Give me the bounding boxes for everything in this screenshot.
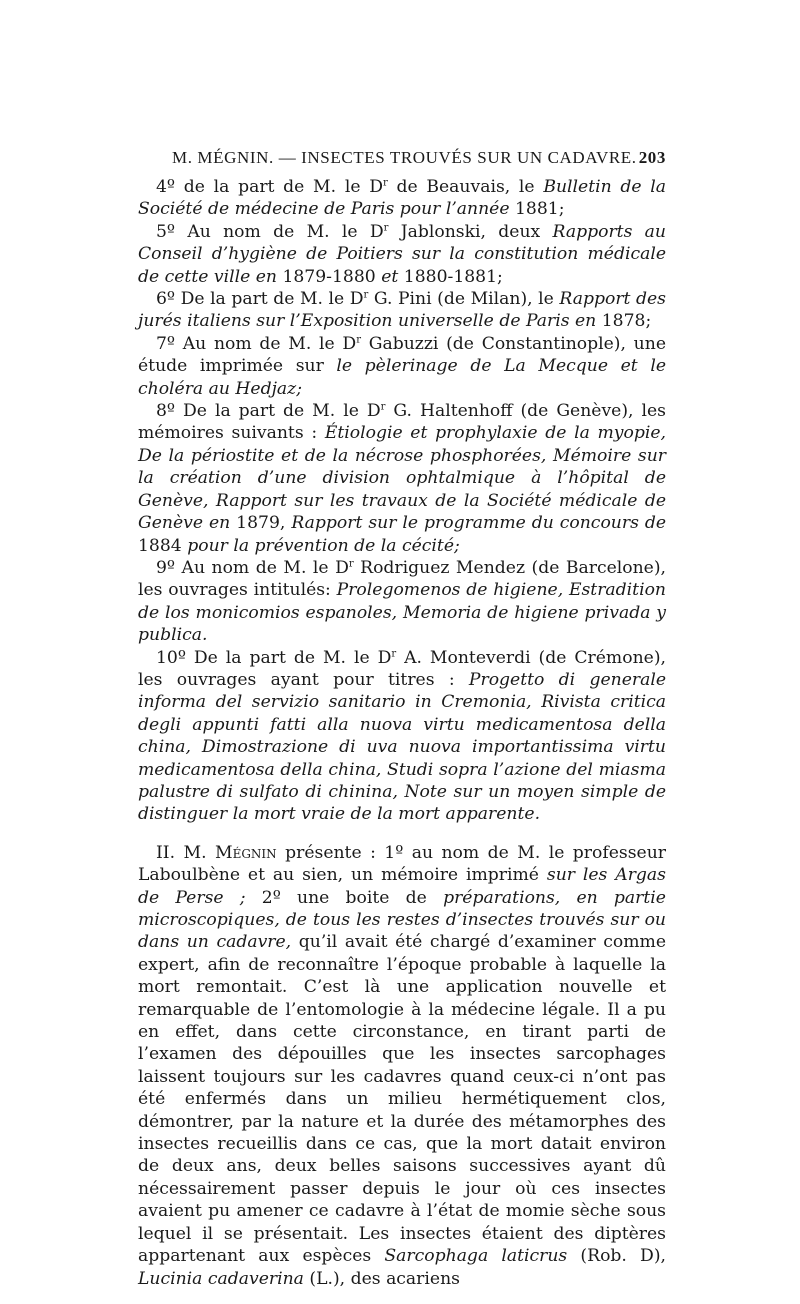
- document-page: [138, 148, 666, 1290]
- list-item: 4º de la part de M. le $D^r$ de Beauvais, le Bulletin de la Société de médecine de Paris pour l’année 1881;: [138, 177, 667, 220]
- list-item: 5º Au nom de M. le $D^r$ Jablonski, deux Rapports au Conseil d’hygiène de Poitiers sur la constitution médicale de cette ville en 1879-1880 et 1880-1881;: [138, 221, 666, 287]
- list-item: 7º Au nom de M. le $D^r$ Gabuzzi (de Constantinople), une étude imprimée sur le pèlerinage de La Mecque et le choléra au Hedjaz;: [138, 333, 666, 399]
- list-item: 9º Au nom de M. le $D^r$ Rodriguez Mendez (de Barcelone), les ouvrages intitulés: Prolegomenos de higiene, Estradition de los monicomios espanoles, Memoria de higiene privada y publica.: [138, 557, 667, 646]
- list-item: 8º De la part de M. le $D^r$ G. Haltenhoff (de Genève), les mémoires suivants : Étiologie et prophylaxie de la myopie, De la périostite et de la nécrose phosphorées, Mémoire sur la création d’une division ophtalmique à l’hôpital de Genève, Rapport sur les travaux de la Société médicale de Genève en 1879, Rapport sur le programme du concours de 1884 pour la prévention de la cécité;: [138, 401, 667, 556]
- section-paragraph: II. M. Mégnin présente : 1º au nom de M. le professeur Laboulbène et au sien, un mémoire imprimé sur les Argas de Perse ; 2º une boite de préparations, en partie microscopiques, de tous les restes d’insectes trouvés sur ou dans un cadavre, qu’il avait été chargé d’examiner comme expert, afin de reconnaître l’époque probable à laquelle la mort remontait. C’est là une application nouvelle et remarquable de l’entomologie à la médecine légale. Il a pu en effet, dans cette circonstance, en tirant parti de l’examen des dépouilles que les insectes sarcophages laissent toujours sur les cadavres quand ceux-ci n’ont pas été enfermés dans un milieu hermétiquement clos, démontrer, par la nature et la durée des métamorphes des insectes recueillis dans ce cas, que la mort datait environ de deux ans, deux belles saisons successives ayant dû nécessairement passer depuis le jour où ces insectes avaient pu amener ce cadavre à l’état de momie sèche sous lequel il se présentait. Les insectes étaient des diptères appartenant aux espèces Sarcophaga laticrus (Rob. D), Lucinia cadaverina (L.), des acariens: [138, 842, 667, 1289]
- author-name: Mégnin: [214, 842, 277, 863]
- list-item: 6º De la part de M. le $D^r$ G. Pini (de Milan), le Rapport des jurés italiens sur l’Exposition universelle de Paris en 1878;: [138, 289, 666, 332]
- list-item: 10º De la part de M. le $D^r$ A. Monteverdi (de Crémone), les ouvrages ayant pour titres : Progetto di generale informa del servizio sanitario in Cremonia, Rivista critica degli appunti fatti alla nuova virtu medicamentosa della china, Dimostrazione di uva nuova importantissima virtu medicamentosa della china, Studi sopra l’azione del miasma palustre di sulfato di chinina, Note sur un moyen simple de distinguer la mort vraie de la mort apparente.: [138, 647, 666, 825]
- running-header: [138, 148, 666, 168]
- page-number: 203: [638, 148, 666, 167]
- running-title: M. MÉGNIN. — INSECTES TROUVÉS SUR UN CADAVRE.: [172, 148, 637, 167]
